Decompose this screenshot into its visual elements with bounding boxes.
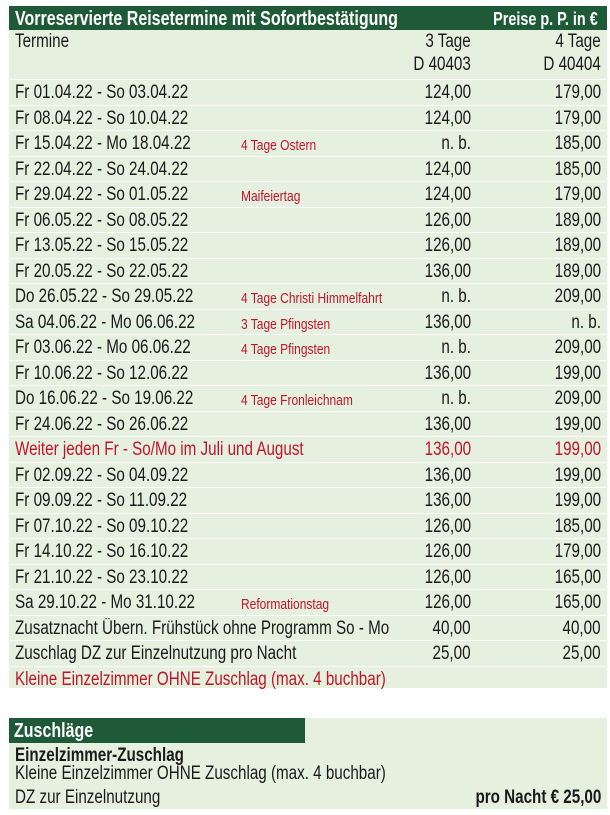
column-header-termine: Termine <box>15 31 70 52</box>
row-price-3-tage: 136,00 <box>424 311 471 333</box>
row-date: Fr 24.06.22 - So 26.06.22 <box>15 413 189 435</box>
column-header-3-tage: 3 Tage <box>425 31 471 52</box>
surcharge-double-single-use: DZ zur Einzelnutzung <box>15 787 161 808</box>
table-row <box>9 283 607 309</box>
table-row <box>9 487 607 513</box>
row-date: Kleine Einzelzimmer OHNE Zuschlag (max. 4 buchbar) <box>15 668 386 690</box>
row-price-4-tage: 199,00 <box>554 490 601 511</box>
row-note: 4 Tage Ostern <box>241 137 317 154</box>
table-row <box>9 360 607 386</box>
row-date: Fr 13.05.22 - So 15.05.22 <box>15 235 189 256</box>
row-date: Fr 06.05.22 - So 08.05.22 <box>15 209 189 231</box>
row-price-3-tage: 124,00 <box>424 107 471 129</box>
table-row <box>9 538 607 564</box>
table-row <box>9 309 607 335</box>
table-row <box>9 105 607 131</box>
row-date: Fr 02.09.22 - So 04.09.22 <box>15 464 189 486</box>
row-note: 4 Tage Pfingsten <box>241 341 331 358</box>
table-row <box>9 640 607 666</box>
table-row <box>9 232 607 258</box>
surcharge-single-room-note: Kleine Einzelzimmer OHNE Zuschlag (max. 4 buchbar) <box>15 763 386 784</box>
table-row <box>9 207 607 233</box>
row-price-3-tage: n. b. <box>441 388 471 409</box>
row-price-4-tage: 189,00 <box>554 235 601 256</box>
row-note: Reformationstag <box>241 596 330 613</box>
surcharge-heading: Einzelzimmer-Zuschlag <box>15 745 184 766</box>
row-price-4-tage: 199,00 <box>554 413 601 435</box>
row-date: Fr 10.06.22 - So 12.06.22 <box>15 362 189 384</box>
column-header-4-tage: 4 Tage <box>555 31 601 52</box>
surcharges-header-bar <box>9 718 305 743</box>
row-price-3-tage: 136,00 <box>424 413 471 435</box>
row-date: Fr 08.04.22 - So 10.04.22 <box>15 107 189 129</box>
row-date: Fr 29.04.22 - So 01.05.22 <box>15 184 189 205</box>
table-row <box>9 436 607 462</box>
table-row <box>9 79 607 105</box>
row-price-4-tage: 189,00 <box>554 260 601 282</box>
row-price-4-tage: 179,00 <box>554 107 601 129</box>
table-row <box>9 513 607 539</box>
row-price-3-tage: 126,00 <box>424 235 471 256</box>
row-price-4-tage: 40,00 <box>562 617 601 639</box>
row-price-3-tage: n. b. <box>441 286 471 307</box>
row-note: Maifeiertag <box>241 188 301 205</box>
prices-label: Preise p. P. in € <box>493 9 598 29</box>
table-row <box>9 181 607 207</box>
row-price-4-tage: 209,00 <box>554 388 601 409</box>
row-date: Do 16.06.22 - So 19.06.22 <box>15 388 194 409</box>
surcharges-section <box>9 718 607 809</box>
row-price-3-tage: 136,00 <box>424 439 471 460</box>
row-price-4-tage: 25,00 <box>562 643 601 664</box>
row-date: Zuschlag DZ zur Einzelnutzung pro Nacht <box>15 643 297 664</box>
table-row <box>9 411 607 437</box>
row-price-4-tage: 209,00 <box>554 337 601 358</box>
row-date: Fr 21.10.22 - So 23.10.22 <box>15 566 189 588</box>
table-row <box>9 666 607 692</box>
row-date: Fr 14.10.22 - So 16.10.22 <box>15 541 189 562</box>
column-header-code-3-tage: D 40403 <box>413 54 471 75</box>
table-row <box>9 615 607 641</box>
row-date: Sa 29.10.22 - Mo 31.10.22 <box>15 592 195 613</box>
row-date: Fr 09.09.22 - So 11.09.22 <box>15 490 188 511</box>
row-price-4-tage: 189,00 <box>554 209 601 231</box>
row-price-3-tage: 25,00 <box>432 643 471 664</box>
row-date: Zusatznacht Übern. Frühstück ohne Programm So - Mo <box>15 617 390 639</box>
row-price-3-tage: 136,00 <box>424 362 471 384</box>
row-date: Fr 01.04.22 - So 03.04.22 <box>15 82 189 103</box>
price-table <box>9 6 607 688</box>
table-row <box>9 385 607 411</box>
table-header-bar <box>9 6 607 30</box>
row-price-4-tage: 199,00 <box>554 464 601 486</box>
row-price-4-tage: 185,00 <box>554 158 601 180</box>
row-date: Weiter jeden Fr - So/Mo im Juli und August <box>15 439 304 460</box>
row-price-3-tage: 126,00 <box>424 566 471 588</box>
row-date: Fr 22.04.22 - So 24.04.22 <box>15 158 189 180</box>
row-date: Fr 20.05.22 - So 22.05.22 <box>15 260 189 282</box>
row-price-4-tage: 199,00 <box>554 362 601 384</box>
row-date: Fr 03.06.22 - Mo 06.06.22 <box>15 337 191 358</box>
row-date: Sa 04.06.22 - Mo 06.06.22 <box>15 311 195 333</box>
table-row <box>9 589 607 615</box>
row-price-3-tage: 124,00 <box>424 158 471 180</box>
table-row <box>9 462 607 488</box>
row-note: 4 Tage Christi Himmelfahrt <box>241 290 383 307</box>
table-row <box>9 258 607 284</box>
row-price-4-tage: 179,00 <box>554 82 601 103</box>
row-price-4-tage: 165,00 <box>554 592 601 613</box>
row-price-3-tage: n. b. <box>441 133 471 154</box>
row-date: Fr 15.04.22 - Mo 18.04.22 <box>15 133 191 154</box>
row-price-3-tage: 136,00 <box>424 490 471 511</box>
row-price-3-tage: 124,00 <box>424 82 471 103</box>
row-price-4-tage: 179,00 <box>554 184 601 205</box>
row-note: 3 Tage Pfingsten <box>241 315 331 333</box>
row-price-3-tage: 126,00 <box>424 515 471 537</box>
column-header-code-4-tage: D 40404 <box>543 54 601 75</box>
row-price-3-tage: 126,00 <box>424 541 471 562</box>
table-row <box>9 334 607 360</box>
table-row <box>9 130 607 156</box>
table-row <box>9 156 607 182</box>
row-price-3-tage: n. b. <box>441 337 471 358</box>
row-price-3-tage: 40,00 <box>432 617 471 639</box>
row-date: Do 26.05.22 - So 29.05.22 <box>15 286 194 307</box>
table-row <box>9 564 607 590</box>
row-price-3-tage: 136,00 <box>424 260 471 282</box>
row-price-4-tage: 185,00 <box>554 133 601 154</box>
row-price-3-tage: 136,00 <box>424 464 471 486</box>
row-price-3-tage: 126,00 <box>424 592 471 613</box>
surcharges-title: Zuschläge <box>14 720 94 742</box>
row-price-3-tage: 124,00 <box>424 184 471 205</box>
row-price-4-tage: 209,00 <box>554 286 601 307</box>
row-date: Fr 07.10.22 - So 09.10.22 <box>15 515 189 537</box>
row-note: 4 Tage Fronleichnam <box>241 392 353 409</box>
row-price-4-tage: 199,00 <box>554 439 601 460</box>
row-price-4-tage: 179,00 <box>554 541 601 562</box>
row-price-4-tage: n. b. <box>571 311 601 333</box>
row-price-3-tage: 126,00 <box>424 209 471 231</box>
table-title: Vorreservierte Reisetermine mit Sofortbestätigung <box>15 8 398 30</box>
surcharge-price: pro Nacht € 25,00 <box>475 787 601 808</box>
row-price-4-tage: 185,00 <box>554 515 601 537</box>
row-price-4-tage: 165,00 <box>554 566 601 588</box>
